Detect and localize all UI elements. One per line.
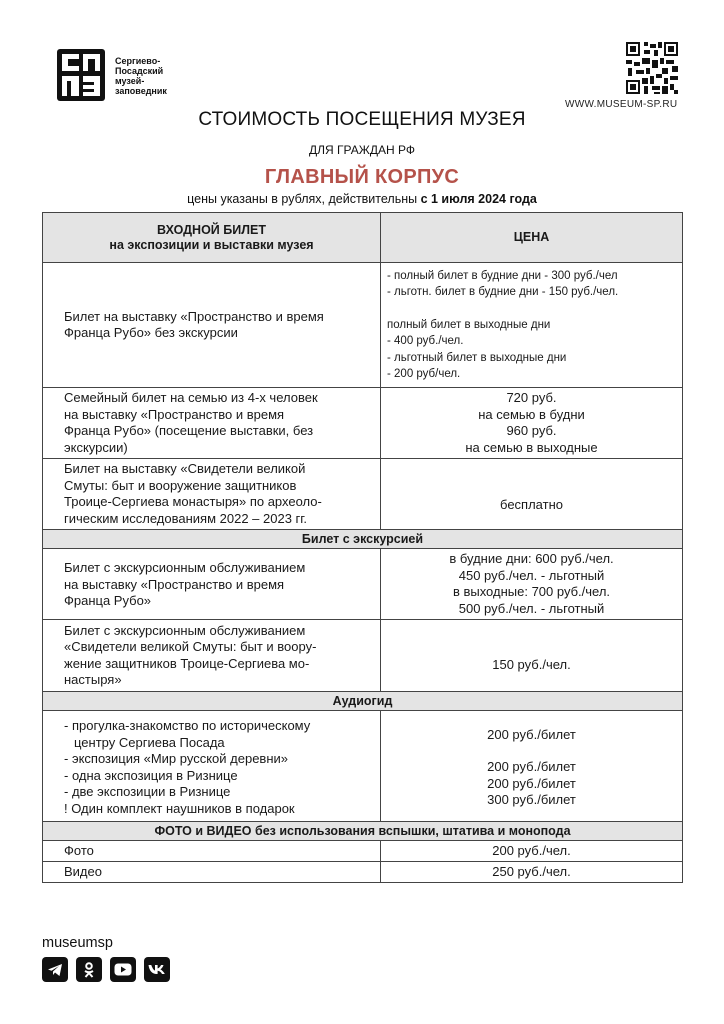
desc-line: Билет на выставку «Пространство и время (64, 308, 324, 324)
price-line: - льготн. билет в будние дни - 150 руб./чел. (387, 286, 619, 298)
ticket-price (381, 459, 683, 530)
ticket-price (381, 620, 683, 692)
price-line: 200 руб./билет (487, 726, 576, 742)
note-date: с 1 июля 2024 года (420, 192, 537, 206)
desc-line: на выставку «Пространство и время (64, 576, 285, 592)
youtube-icon[interactable] (110, 957, 136, 982)
price-line: в выходные: 700 руб./чел. (452, 584, 611, 599)
desc-line: настыря» (64, 672, 122, 687)
section-row (43, 692, 683, 711)
price-line: 300 руб./билет (487, 792, 576, 807)
audio-item: - две экспозиции в Ризнице (64, 784, 231, 799)
audio-gift-note: ! Один комплект наушников в подарок (64, 800, 295, 816)
desc-line: Троице-Сергиева монастыря» по археоло- (64, 494, 322, 509)
social-links (42, 957, 170, 982)
price-line (387, 743, 676, 759)
ticket-column-header (43, 213, 381, 263)
building-title: ГЛАВНЫЙ КОРПУС (264, 166, 460, 188)
ticket-description (43, 388, 381, 459)
ticket-header-line1: ВХОДНОЙ БИЛЕТ (157, 222, 266, 237)
desc-line: гическим исследованиям 2022 – 2023 гг. (64, 510, 308, 526)
price-line: - 200 руб/чел. (387, 368, 461, 380)
price-line: 500 руб./чел. - льготный (458, 600, 605, 616)
ticket-description (43, 620, 381, 692)
ticket-price (381, 549, 683, 620)
price-column-header: ЦЕНА (381, 213, 683, 263)
desc-line: Билет с экскурсионным обслуживанием (64, 622, 306, 638)
price-table (42, 212, 683, 883)
price-line: 150 руб./чел. (492, 657, 571, 673)
table-row (43, 711, 683, 822)
price-line: бесплатно (500, 496, 563, 512)
price-line: на семью в будни (478, 406, 585, 422)
table-row (43, 388, 683, 459)
audioguide-list (43, 711, 381, 822)
qr-code-icon[interactable] (626, 42, 678, 94)
desc-line: Билет на выставку «Свидетели великой (64, 461, 306, 476)
desc-line: Семейный билет на семью из 4-х человек (64, 390, 318, 405)
section-excursion: Билет с экскурсией (43, 530, 683, 549)
audio-item: - экспозиция «Мир русской деревни» (64, 751, 289, 766)
price-line: в будние дни: 600 руб./чел. (449, 551, 614, 566)
museum-logo-icon (57, 49, 105, 101)
logo-line: Посадский (115, 66, 164, 76)
price-line: 720 руб. (506, 390, 557, 405)
ticket-description (43, 459, 381, 530)
desc-line: Франца Рубо» без экскурсии (64, 325, 238, 340)
price-line: полный билет в выходные дни (387, 318, 551, 331)
photo-price: 200 руб./чел. (381, 841, 683, 862)
museum-logo (57, 49, 195, 101)
price-line: на семью в выходные (465, 439, 598, 455)
ticket-price (381, 263, 683, 388)
audio-item: - прогулка-знакомство по историческому (64, 718, 311, 733)
price-line: - 400 руб./чел. (387, 335, 464, 347)
price-line: 450 руб./чел. - льготный (458, 567, 605, 583)
museum-name (115, 56, 195, 96)
table-row (43, 620, 683, 692)
price-line: 960 руб. (506, 423, 557, 438)
vk-icon[interactable] (144, 957, 170, 982)
price-line: 200 руб./билет (487, 759, 576, 774)
ticket-description (43, 263, 381, 388)
price-spacer (387, 301, 676, 317)
telegram-icon[interactable] (42, 957, 68, 982)
note-text: цены указаны в рублях, действительны (187, 192, 421, 206)
desc-line: Франца Рубо» (посещение выставки, без (64, 423, 314, 438)
social-handle: museumsp (42, 935, 113, 951)
desc-line: «Свидетели великой Смуты: быт и воору- (64, 639, 317, 654)
website-url[interactable]: WWW.MUSEUM-SP.RU (565, 99, 678, 110)
price-line: 200 руб./билет (487, 775, 576, 791)
price-line: - льготный билет в выходные дни (387, 351, 567, 364)
ticket-header-line2: на экспозиции и выставки музея (109, 237, 314, 252)
section-row (43, 822, 683, 841)
desc-line: на выставку «Пространство и время (64, 406, 285, 422)
logo-line: Сергиево- (115, 56, 161, 66)
audioguide-prices (381, 711, 683, 822)
section-row (43, 530, 683, 549)
table-row (43, 459, 683, 530)
desc-line: жение защитников Троице-Сергиева мо- (64, 655, 310, 671)
ticket-price (381, 388, 683, 459)
table-row (43, 841, 683, 862)
odnoklassniki-icon[interactable] (76, 957, 102, 982)
ticket-description (43, 549, 381, 620)
desc-line: Билет с экскурсионным обслуживанием (64, 560, 306, 576)
video-price: 250 руб./чел. (381, 862, 683, 883)
table-row (43, 862, 683, 883)
photo-label: Фото (43, 841, 381, 862)
logo-line: заповедник (115, 86, 167, 96)
table-header-row (43, 213, 683, 263)
desc-line: Франца Рубо» (64, 593, 152, 609)
price-line: - полный билет в будние дни - 300 руб./чел (387, 269, 618, 282)
page-title: СТОИМОСТЬ ПОСЕЩЕНИЯ МУЗЕЯ (198, 109, 526, 130)
desc-line: экскурсии) (64, 439, 128, 455)
audio-item: центру Сергиева Посада (74, 734, 225, 750)
page-subtitle: ДЛЯ ГРАЖДАН РФ (309, 143, 415, 157)
logo-line: музей- (115, 76, 145, 86)
table-row (43, 263, 683, 388)
section-audioguide: Аудиогид (43, 692, 683, 711)
video-label: Видео (43, 862, 381, 883)
price-validity-note (0, 192, 724, 206)
section-photo-video: ФОТО и ВИДЕО без использования вспышки, штатива и монопода (43, 822, 683, 841)
desc-line: Смуты: быт и вооружение защитников (64, 477, 297, 493)
table-row (43, 549, 683, 620)
audio-item: - одна экспозиция в Ризнице (64, 767, 238, 783)
